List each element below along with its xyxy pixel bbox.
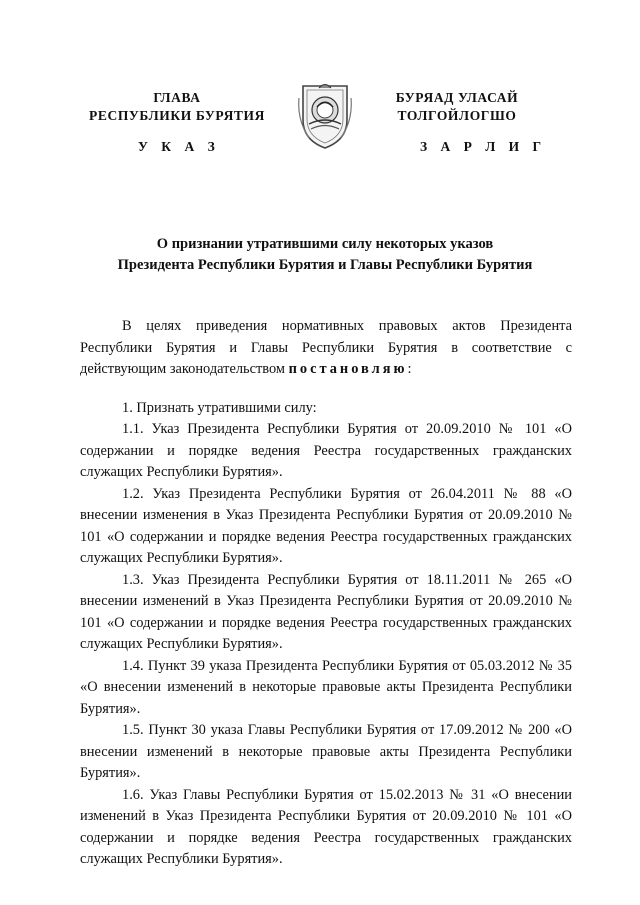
decree-label-russian: У К А З xyxy=(138,139,220,154)
issuer-russian-line2: РЕСПУБЛИКИ БУРЯТИЯ xyxy=(89,108,265,123)
title-line1: О признании утратившими силу некоторых указов xyxy=(156,236,494,252)
issuer-buryat xyxy=(373,89,541,125)
issuer-russian xyxy=(82,89,272,125)
preamble-emphasis: постановляю xyxy=(288,361,408,377)
document-body xyxy=(80,316,572,871)
decree-label-buryat: З А Р Л И Г xyxy=(420,139,547,154)
preamble-text: В целях приведения нормативных правовых актов Президента Республики Бурятия и Главы Республики Бурятия в соответствие с действующим законодательством xyxy=(80,318,572,377)
issuer-buryat-line1: БУРЯАД УЛАСАЙ xyxy=(395,90,519,105)
preamble-paragraph xyxy=(80,316,572,381)
list-item: 1.1. Указ Президента Республики Бурятия от 20.09.2010 № 101 «О содержании и порядке ведения Реестра государственных гражданских служащих Республики Бурятия». xyxy=(80,421,572,480)
list-item: 1.5. Пункт 30 указа Главы Республики Бурятия от 17.09.2012 № 200 «О внесении изменений в некоторые правовые акты Президента Республики Бурятия». xyxy=(80,722,572,781)
issuer-buryat-line2: ТОЛГОЙЛОГШО xyxy=(397,108,517,123)
preamble-tail: : xyxy=(407,361,412,377)
list-item: 1.4. Пункт 39 указа Президента Республики Бурятия от 05.03.2012 № 35 «О внесении изменений в некоторые правовые акты Президента Республики Бурятия». xyxy=(80,657,572,717)
list-item: 1.3. Указ Президента Республики Бурятия от 18.11.2011 № 265 «О внесении изменений в Указ Президента Республики Бурятия от 20.09.2010 № 101 «О содержании и порядке ведения Реестра государственных гражданских служащих Республики Бурятия». xyxy=(80,571,572,652)
issuer-russian-line1: ГЛАВА xyxy=(153,90,201,105)
coat-of-arms-icon xyxy=(295,80,355,152)
list-item: 1. Признать утратившими силу: xyxy=(122,399,317,416)
title-line2: Президента Республики Бурятия и Главы Республики Бурятия xyxy=(117,257,533,273)
document-title xyxy=(70,234,580,276)
list-item: 1.6. Указ Главы Республики Бурятия от 15.02.2013 № 31 «О внесении изменений в Указ Президента Республики Бурятия от 20.09.2010 № 101 «О содержании и порядке ведения Реестра государственных гражданских служащих Республики Бурятия». xyxy=(80,786,572,867)
paragraph-gap xyxy=(80,381,572,398)
list-item: 1.2. Указ Президента Республики Бурятия от 26.04.2011 № 88 «О внесении изменения в Указ Президента Республики Бурятия от 20.09.2010 № 101 «О содержании и порядке ведения Реестра государственных гражданских служащих Республики Бурятия». xyxy=(80,485,572,566)
